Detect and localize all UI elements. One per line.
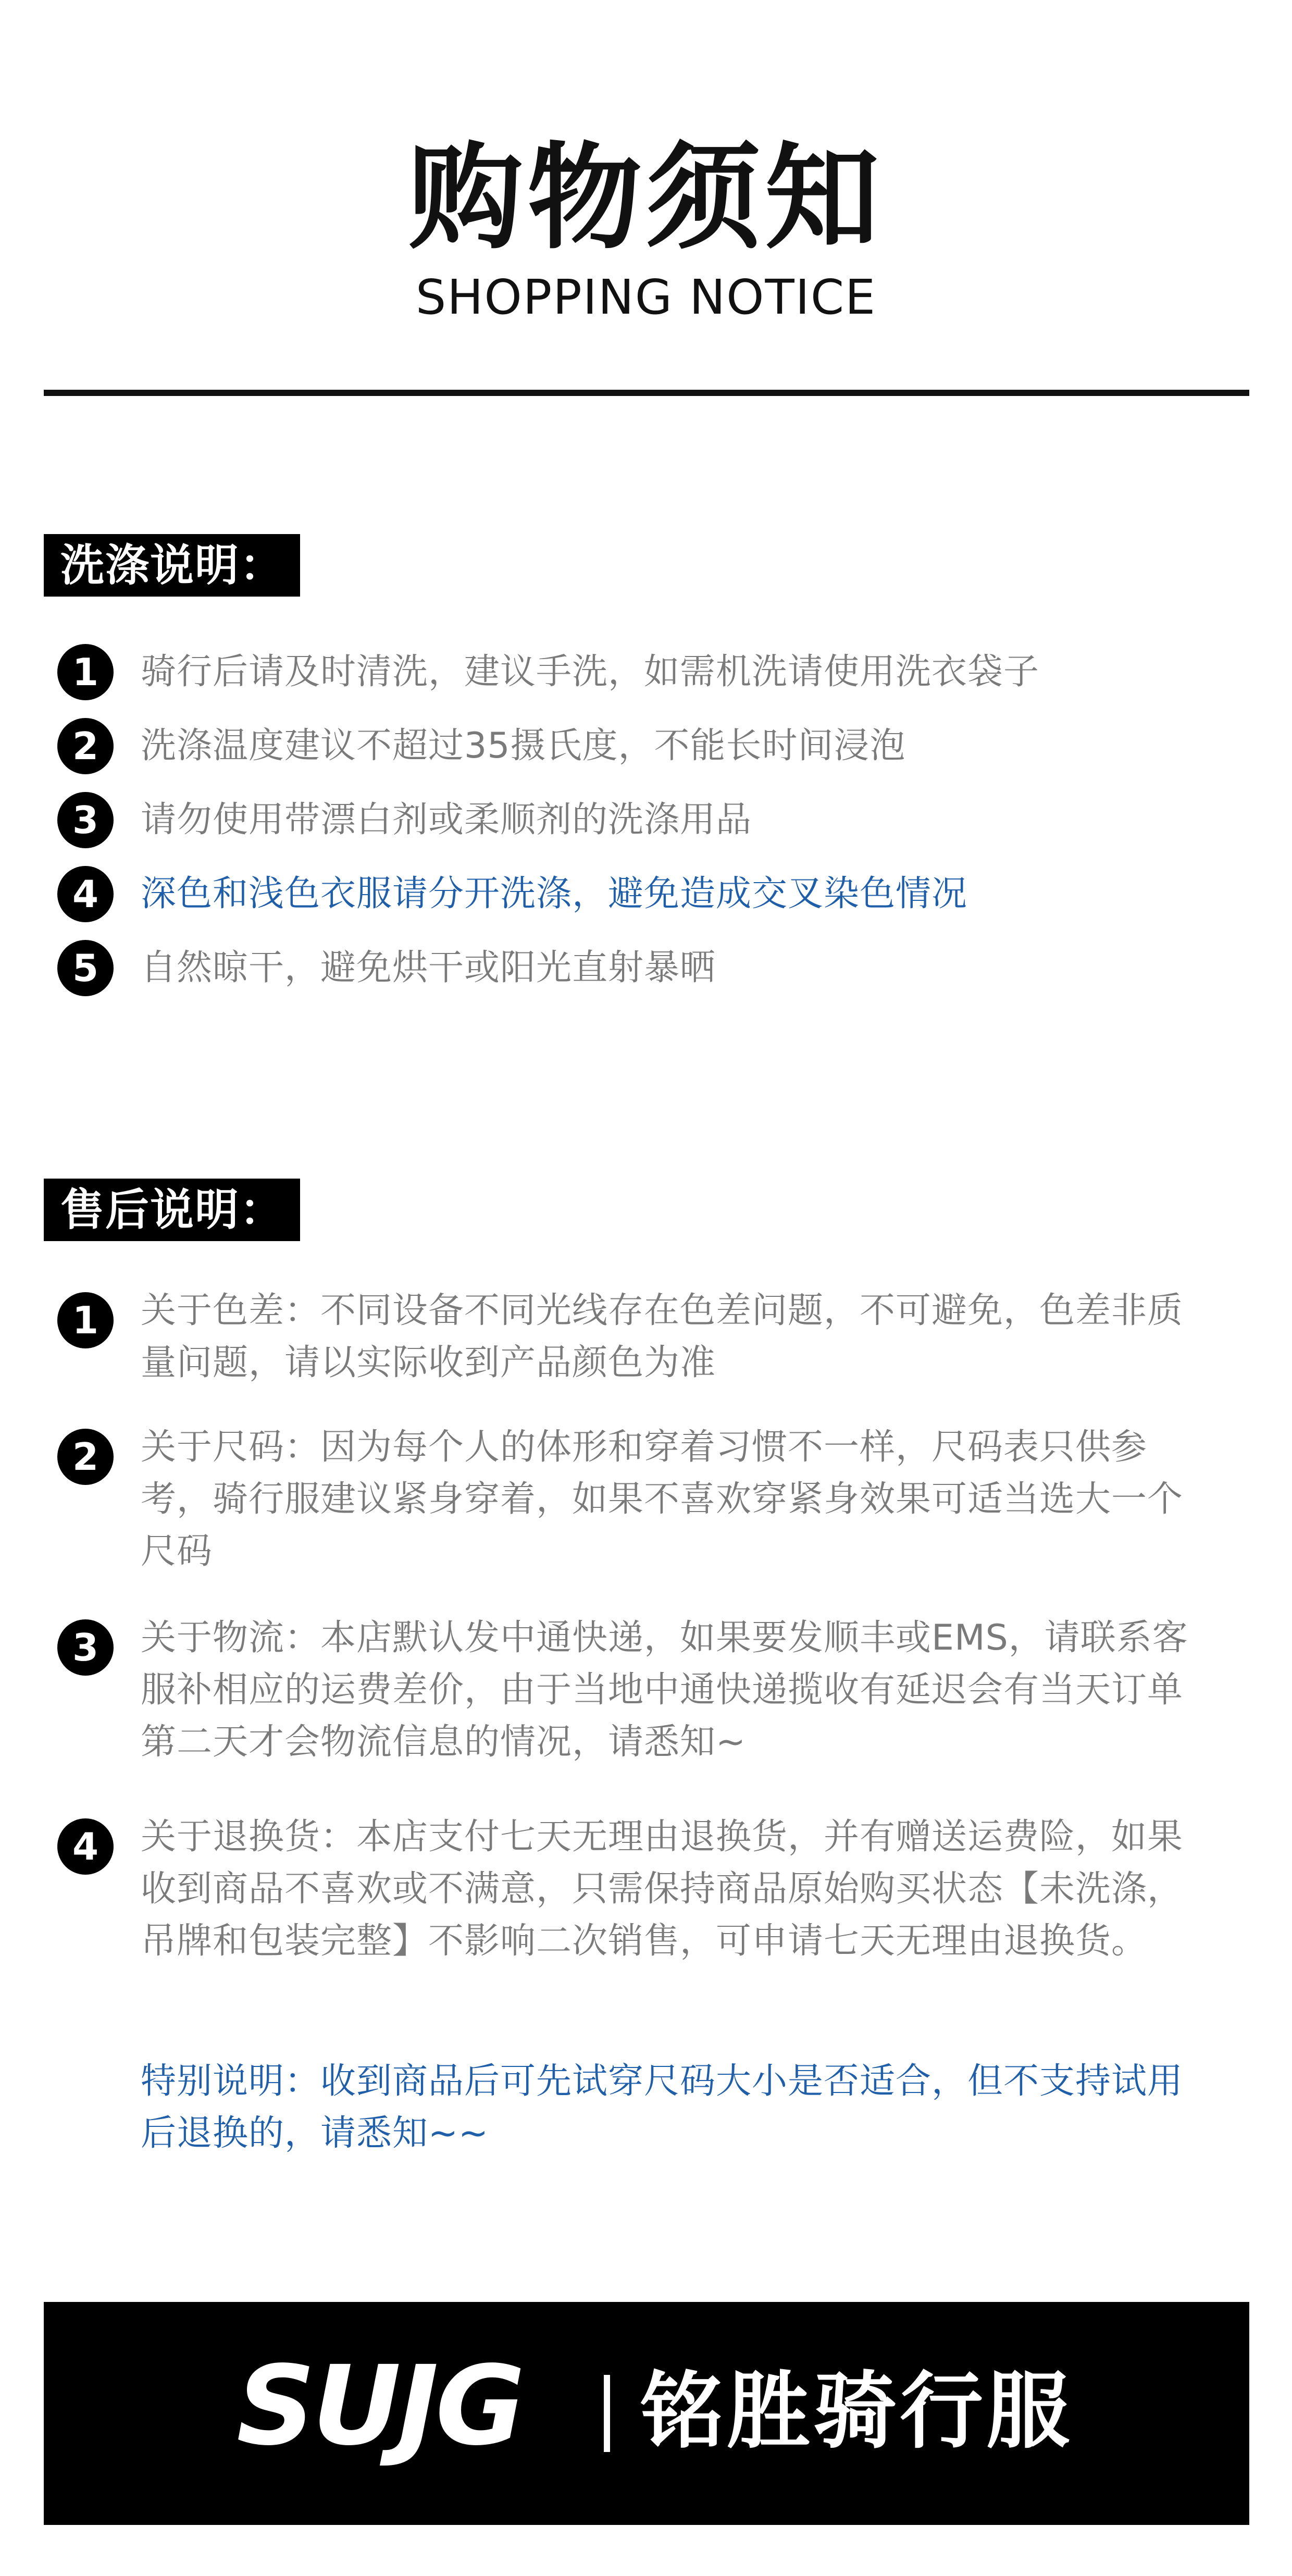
washing-item-text-highlight: 深色和浅色衣服请分开洗涤，避免造成交叉染色情况 xyxy=(141,873,968,914)
number-badge-icon: 5 xyxy=(57,940,114,996)
washing-item-text: 请勿使用带漂白剂或柔顺剂的洗涤用品 xyxy=(141,799,752,840)
washing-item-text: 骑行后请及时清洗，建议手洗，如需机洗请使用洗衣袋子 xyxy=(141,651,1040,692)
special-note: 特别说明：收到商品后可先试穿尺码大小是否适合，但不支持试用后退换的，请悉知~~ xyxy=(141,2061,1184,2154)
after-sales-item-text: 关于物流：本店默认发中通快递，如果要发顺丰或EMS，请联系客服补相应的运费差价，由于当地中通快递揽收有延迟会有当天订单第二天才会物流信息的情况，请悉知~ xyxy=(141,1617,1188,1763)
page-header xyxy=(0,0,1292,396)
header-divider xyxy=(44,390,1249,396)
number-badge-icon: 3 xyxy=(57,1619,114,1676)
after-sales-heading: 售后说明： xyxy=(44,1179,300,1241)
page-title: 购物须知 xyxy=(408,131,884,265)
number-badge-icon: 3 xyxy=(57,792,114,848)
after-sales-item-text: 关于退换货：本店支付七天无理由退换货，并有赠送运费险，如果收到商品不喜欢或不满意，只需保持商品原始购买状态【未洗涤，吊牌和包装完整】不影响二次销售，可申请七天无理由退换货。 xyxy=(141,1816,1184,1962)
washing-item-text: 洗涤温度建议不超过35摄氏度，不能长时间浸泡 xyxy=(141,725,906,766)
washing-item-text: 自然晾干，避免烘干或阳光直射暴晒 xyxy=(141,947,716,988)
after-sales-item-text: 关于尺码：因为每个人的体形和穿着习惯不一样，尺码表只供参考，骑行服建议紧身穿着，如果不喜欢穿紧身效果可适当选大一个尺码 xyxy=(141,1427,1184,1572)
number-badge-icon: 1 xyxy=(57,1292,114,1348)
number-badge-icon: 2 xyxy=(57,1429,114,1485)
number-badge-icon: 4 xyxy=(57,866,114,922)
after-sales-item-text: 关于色差：不同设备不同光线存在色差问题，不可避免，色差非质量问题，请以实际收到产品颜色为准 xyxy=(141,1290,1184,1383)
number-badge-icon: 1 xyxy=(57,644,114,700)
number-badge-icon: 4 xyxy=(57,1818,114,1875)
brand-name: 铭胜骑行服 xyxy=(640,2362,1073,2460)
washing-heading: 洗涤说明： xyxy=(44,534,300,597)
logo-divider xyxy=(604,2375,610,2452)
brand-banner xyxy=(44,2302,1249,2525)
page-subtitle: SHOPPING NOTICE xyxy=(415,269,877,325)
number-badge-icon: 2 xyxy=(57,718,114,774)
brand-logo: SUJG xyxy=(237,2342,523,2470)
